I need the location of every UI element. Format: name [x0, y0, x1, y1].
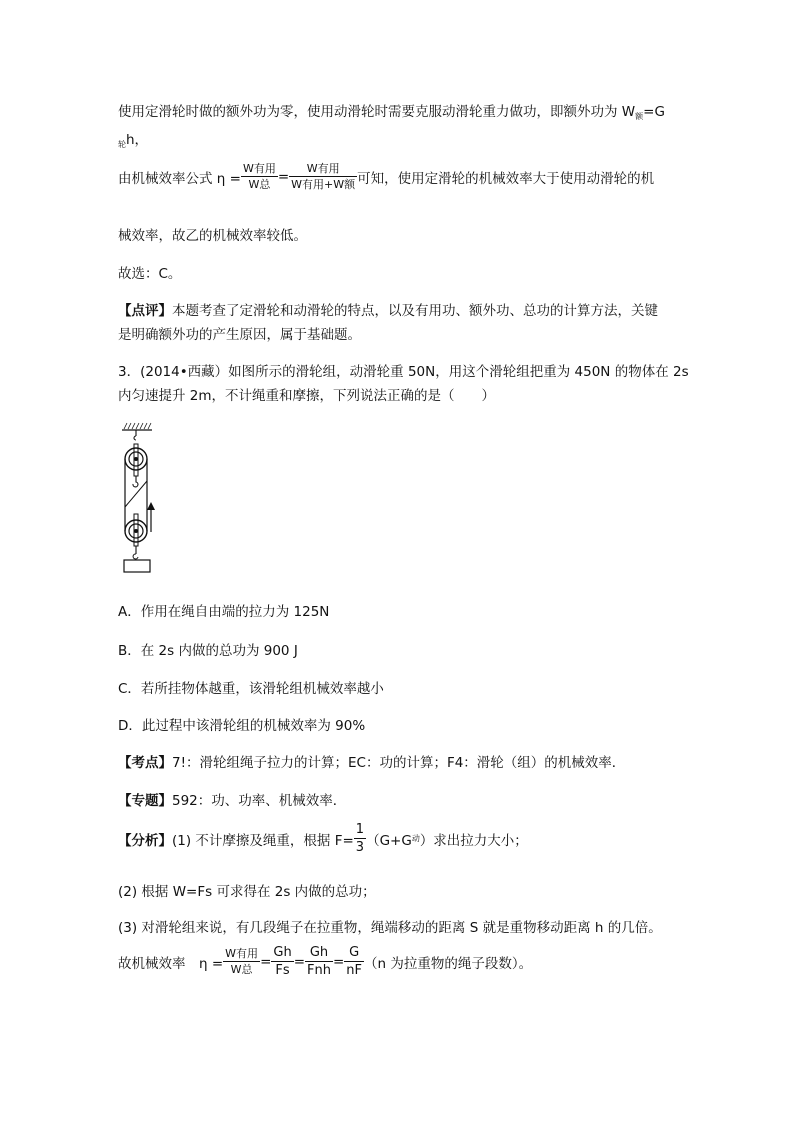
analysis-line: (3) 对滑轮组来说，有几段绳子在拉重物，绳端移动的距离 S 就是重物移动距离 h 的几倍。 — [118, 920, 662, 936]
fraction: $\frac{Gh}{Fs}$ — [273, 945, 292, 978]
fraction: $\frac{\text{W有用}}{\text{W总}}$ — [242, 162, 276, 191]
answer-line: 故选：C。 — [118, 266, 182, 282]
fraction: $\frac{\text{W有用}}{\text{W总}}$ — [225, 947, 259, 976]
text-line: $_轮$h， — [118, 132, 149, 149]
zhuanti-line: 【专题】592：功、功率、机械效率． — [118, 793, 347, 809]
question-stem: 内匀速提升 2m，不计绳重和摩擦，下列说法正确的是（ ） — [118, 388, 496, 404]
option-d: D．此过程中该滑轮组的机械效率为 90% — [118, 718, 366, 734]
analysis-line: (2) 根据 W=Fs 可求得在 2s 内做的总功； — [118, 884, 376, 900]
text-line: 械效率，故乙的机械效率较低。 — [118, 228, 307, 244]
pulley-diagram — [118, 422, 168, 574]
question-stem: 3．(2014•西藏）如图所示的滑轮组，动滑轮重 50N，用这个滑轮组把重为 450N 的物体在 2s — [118, 364, 689, 380]
kaodian-line: 【考点】7!：滑轮组绳子拉力的计算；EC：功的计算；F4：滑轮（组）的机械效率． — [118, 755, 626, 771]
fraction: $\frac{G}{nF}$ — [346, 945, 363, 978]
comment-line: 【点评】本题考查了定滑轮和动滑轮的特点，以及有用功、额外功、总功的计算方法，关键 — [118, 303, 658, 319]
text-line: 使用定滑轮时做的额外功为零，使用动滑轮时需要克服动滑轮重力做功，即额外功为 $W_额=G$ — [118, 104, 665, 121]
comment-line: 是明确额外功的产生原因，属于基础题。 — [118, 327, 361, 343]
fraction: $\frac{Gh}{\text{Fnh}}$ — [307, 945, 331, 978]
efficiency-formula-line: 由机械效率公式 η = $\frac{\text{W有用}}{\text{W总}}$ = $\frac{\text{W有用}}{\text{W有用+W额}}$ 可知，使用定滑轮的机械效率大于使用动滑轮的机 — [118, 162, 655, 191]
fraction: $\frac{\text{W有用}}{\text{W有用+W额}}$ — [291, 162, 356, 191]
efficiency-derivation-line: 故机械效率 η = $\frac{\text{W有用}}{\text{W总}}$ = $\frac{Gh}{Fs}$ = $\frac{Gh}{\text{Fnh}}$ = $\frac{G}{nF}$ （n 为拉重物的绳子段数）。 — [118, 945, 533, 978]
option-b: B．在 2s 内做的总功为 900 J — [118, 643, 298, 659]
option-c: C．若所挂物体越重，该滑轮组机械效率越小 — [118, 681, 384, 697]
analysis-line: 【分析】 (1) 不计摩擦及绳重，根据 F= $\frac{1}{3}$ （G+G 动 ）求出拉力大小； — [118, 822, 528, 855]
option-a: A．作用在绳自由端的拉力为 125N — [118, 604, 330, 620]
fraction: $\frac{1}{3}$ — [355, 822, 365, 855]
